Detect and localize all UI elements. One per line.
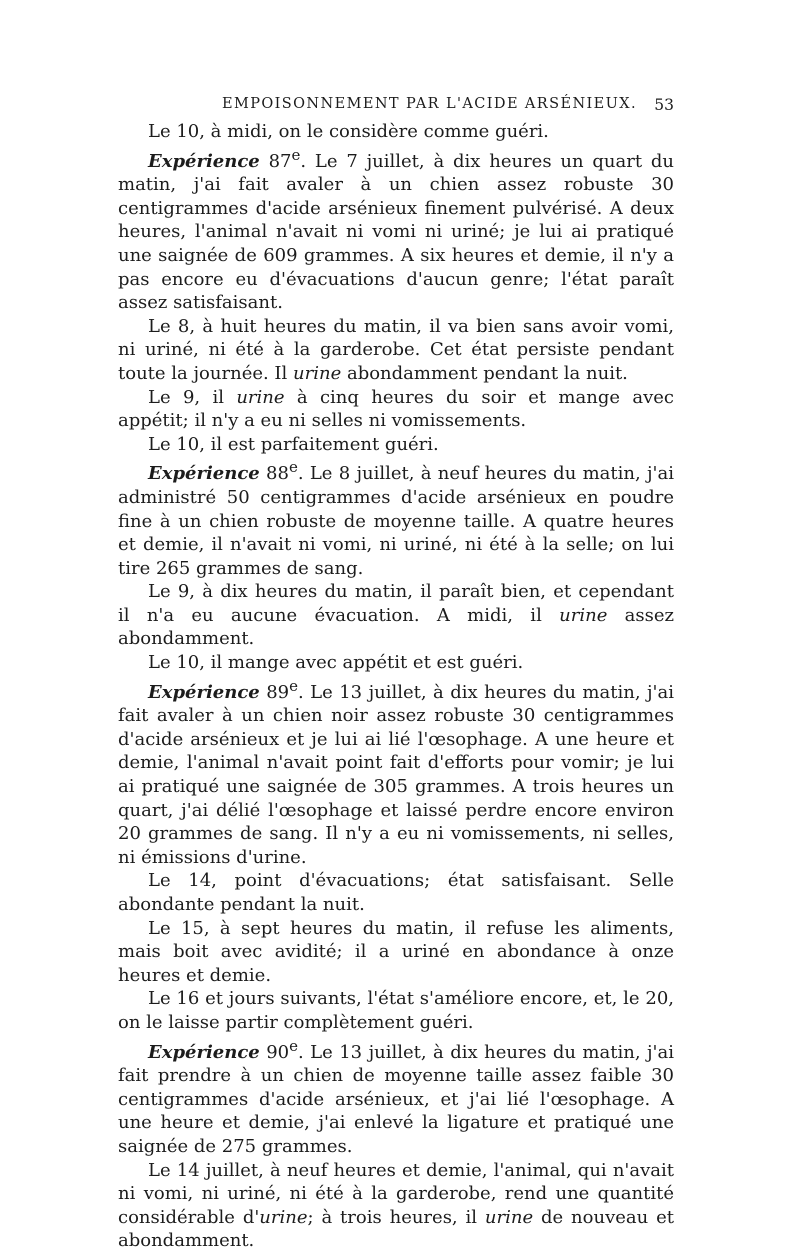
paragraph: Le 14 juillet, à neuf heures et demie, l'animal, qui n'avait ni vomi, ni uriné, ni été à la garderobe, rend une quantité considérable d'urine; à trois heures, il urine de nouveau et abondamment.	[118, 1159, 674, 1252]
italic-term: urine	[236, 386, 285, 408]
experience-label: Expérience	[148, 150, 260, 172]
paragraph: Le 8, à huit heures du matin, il va bien sans avoir vomi, ni uriné, ni été à la garderobe. Cet état persiste pendant toute la journée. Il urine abondamment pendant la nuit.	[118, 315, 674, 384]
experience-number: 88	[266, 463, 289, 485]
paragraph: Le 14, point d'évacuations; état satisfaisant. Selle abondante pendant la nuit.	[118, 870, 674, 915]
italic-term: urine	[293, 362, 342, 384]
running-title: EMPOISONNEMENT PAR L'ACIDE ARSÉNIEUX.	[222, 96, 637, 112]
paragraph: Le 15, à sept heures du matin, il refuse les aliments, mais boit avec avidité; il a uriné en abondance à onze heures et demie.	[118, 917, 674, 986]
experience-number: 89	[266, 681, 290, 703]
paragraph: Le 16 et jours suivants, l'état s'améliore encore, et, le 20, on le laisse partir complètement guéri.	[118, 988, 674, 1033]
paragraph: Le 9, il urine à cinq heures du soir et mange avec appétit; il n'y a eu ni selles ni vomissements.	[118, 386, 674, 432]
experience-label: Expérience	[148, 463, 260, 485]
body-text	[118, 120, 674, 1253]
italic-term: urine	[559, 604, 608, 626]
experience-label: Expérience	[148, 681, 260, 703]
paragraph: Le 9, à dix heures du matin, il paraît bien, et cependant il n'a eu aucune évacuation. A midi, il urine assez abondamment.	[118, 581, 674, 650]
italic-term: urine	[259, 1206, 308, 1228]
paragraph-experience: Expérience 90e. Le 13 juillet, à dix heures du matin, j'ai fait prendre à un chien de moyenne taille assez faible 30 centigrammes d'acide arsénieux, et j'ai lié l'œsophage. A une heure et demie, j'ai enlevé la ligature et pratiqué une saignée de 275 grammes.	[118, 1036, 674, 1157]
paragraph: Le 10, à midi, on le considère comme guéri.	[148, 121, 549, 142]
paragraph-experience: Expérience 87e. Le 7 juillet, à dix heures un quart du matin, j'ai fait avaler à un chien assez robuste 30 centigrammes d'acide arsénieux finement pulvérisé. A deux heures, l'animal n'avait ni vomi ni uriné; je lui ai pratiqué une saignée de 609 grammes. A six heures et demie, il n'y a pas encore eu d'évacuations d'aucun genre; l'état paraît assez satisfaisant.	[118, 145, 674, 314]
experience-number: 87	[268, 150, 292, 172]
experience-label: Expérience	[148, 1041, 260, 1063]
paragraph: Le 10, il mange avec appétit et est guéri.	[148, 652, 524, 674]
experience-number: 90	[266, 1041, 290, 1063]
running-head	[118, 96, 674, 118]
italic-term: urine	[484, 1206, 534, 1228]
paragraph: Le 10, il est parfaitement guéri.	[148, 433, 439, 455]
paragraph-experience: Expérience 89e. Le 13 juillet, à dix heures du matin, j'ai fait avaler à un chien noir assez robuste 30 centigrammes d'acide arsénieux et je lui ai lié l'œsophage. A une heure et demie, l'animal n'avait point fait d'efforts pour vomir; je lui ai pratiqué une saignée de 305 grammes. A trois heures un quart, j'ai délié l'œsophage et laissé perdre encore environ 20 grammes de sang. Il n'y a eu ni vomissements, ni selles, ni émissions d'urine.	[118, 676, 674, 868]
paragraph-experience: Expérience 88e. Le 8 juillet, à neuf heures du matin, j'ai administré 50 centigrammes d'acide arsénieux en poudre fine à un chien robuste de moyenne taille. A quatre heures et demie, il n'avait ni vomi, ni uriné, ni été à la selle; on lui tire 265 grammes de sang.	[118, 458, 674, 579]
page-number: 53	[654, 96, 674, 114]
